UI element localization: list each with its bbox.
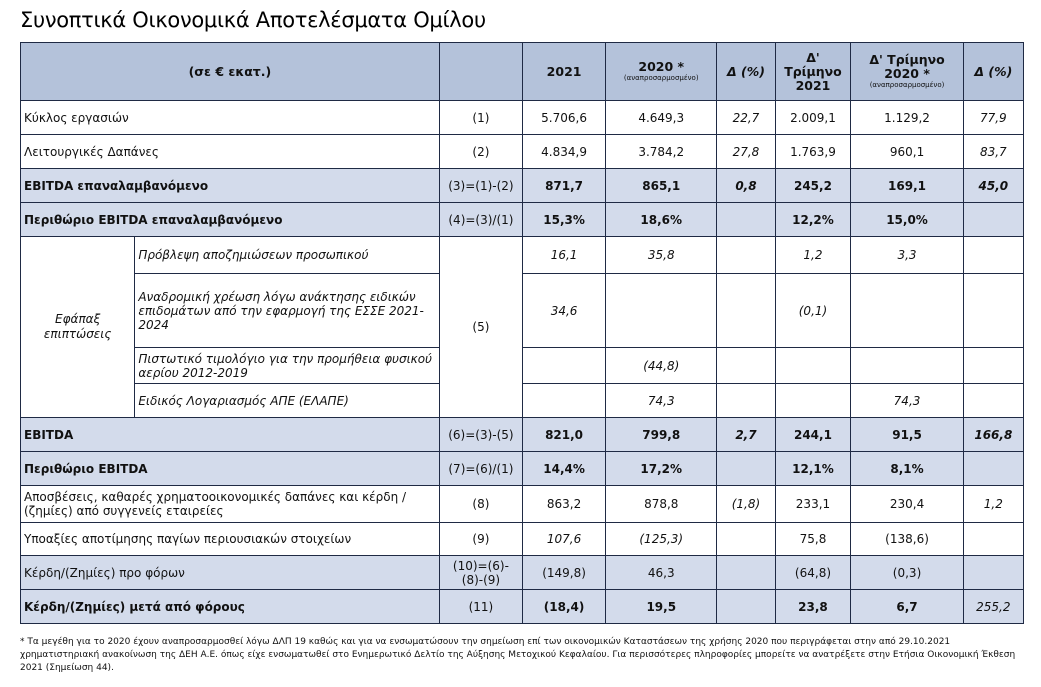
header-q4-2021: Δ' Τρίμηνο 2021 xyxy=(775,43,851,101)
value-delta xyxy=(717,590,775,624)
value-2021: 34,6 xyxy=(523,274,606,348)
value-q4-2020: 8,1% xyxy=(851,452,963,486)
row-label: Περιθώριο EBITDA επαναλαμβανόμενο xyxy=(21,203,440,237)
value-2021: 16,1 xyxy=(523,237,606,274)
row-ref: (10)=(6)-(8)-(9) xyxy=(439,556,522,590)
row-label: Πρόβλεψη αποζημιώσεων προσωπικού xyxy=(135,237,440,274)
value-q4-2021: (0,1) xyxy=(775,274,851,348)
value-q4-2020: (138,6) xyxy=(851,523,963,556)
value-2021: 4.834,9 xyxy=(523,135,606,169)
value-q-delta: 1,2 xyxy=(963,486,1023,523)
value-q-delta xyxy=(963,523,1023,556)
value-2021: 821,0 xyxy=(523,418,606,452)
value-q4-2020: 15,0% xyxy=(851,203,963,237)
value-2020: 4.649,3 xyxy=(606,101,717,135)
value-q-delta xyxy=(963,384,1023,418)
table-row xyxy=(21,203,1024,237)
header-q4-2020: Δ' Τρίμηνο 2020 * (αναπροσαρμοσμένο) xyxy=(851,43,963,101)
value-q-delta: 45,0 xyxy=(963,169,1023,203)
value-2020: 865,1 xyxy=(606,169,717,203)
header-delta: Δ (%) xyxy=(717,43,775,101)
row-ref: (9) xyxy=(439,523,522,556)
value-q4-2021: 23,8 xyxy=(775,590,851,624)
value-2021: 15,3% xyxy=(523,203,606,237)
table-row xyxy=(21,486,1024,523)
row-ref: (5) xyxy=(439,237,522,418)
value-q4-2020: 1.129,2 xyxy=(851,101,963,135)
table-row xyxy=(21,384,1024,418)
row-label: Περιθώριο EBITDA xyxy=(21,452,440,486)
one-off-group-label: Εφάπαξ επιπτώσεις xyxy=(21,237,135,418)
row-label: EBITDA xyxy=(21,418,440,452)
value-q4-2020 xyxy=(851,348,963,384)
row-label: Ειδικός Λογαριασμός ΑΠΕ (ΕΛΑΠΕ) xyxy=(135,384,440,418)
table-row xyxy=(21,135,1024,169)
value-2020: 35,8 xyxy=(606,237,717,274)
value-2020: 74,3 xyxy=(606,384,717,418)
value-q4-2021: 1,2 xyxy=(775,237,851,274)
financial-results-table xyxy=(20,42,1024,624)
value-q-delta: 77,9 xyxy=(963,101,1023,135)
value-q4-2021: 12,1% xyxy=(775,452,851,486)
value-2021: 863,2 xyxy=(523,486,606,523)
value-2020: (44,8) xyxy=(606,348,717,384)
value-q4-2020: 74,3 xyxy=(851,384,963,418)
value-2021: 871,7 xyxy=(523,169,606,203)
value-q4-2021 xyxy=(775,384,851,418)
row-ref: (11) xyxy=(439,590,522,624)
value-2021: 14,4% xyxy=(523,452,606,486)
table-row xyxy=(21,101,1024,135)
value-q4-2020: 169,1 xyxy=(851,169,963,203)
row-ref: (1) xyxy=(439,101,522,135)
value-q-delta: 83,7 xyxy=(963,135,1023,169)
value-delta xyxy=(717,556,775,590)
table-row xyxy=(21,418,1024,452)
value-q4-2020: 230,4 xyxy=(851,486,963,523)
header-ref xyxy=(439,43,522,101)
value-q4-2020 xyxy=(851,274,963,348)
value-q-delta: 255,2 xyxy=(963,590,1023,624)
header-2020: 2020 * (αναπροσαρμοσμένο) xyxy=(606,43,717,101)
table-row xyxy=(21,348,1024,384)
value-2021: 107,6 xyxy=(523,523,606,556)
value-delta: (1,8) xyxy=(717,486,775,523)
value-q4-2020: 91,5 xyxy=(851,418,963,452)
value-2020: 878,8 xyxy=(606,486,717,523)
value-delta: 22,7 xyxy=(717,101,775,135)
value-q4-2021 xyxy=(775,348,851,384)
value-q-delta xyxy=(963,452,1023,486)
value-2020: 19,5 xyxy=(606,590,717,624)
header-2021: 2021 xyxy=(523,43,606,101)
value-2021: (149,8) xyxy=(523,556,606,590)
value-2020: 3.784,2 xyxy=(606,135,717,169)
table-row xyxy=(21,556,1024,590)
row-label: Πιστωτικό τιμολόγιο για την προμήθεια φυσικού αερίου 2012-2019 xyxy=(135,348,440,384)
value-delta xyxy=(717,452,775,486)
row-ref: (2) xyxy=(439,135,522,169)
table-row xyxy=(21,452,1024,486)
table-row xyxy=(21,274,1024,348)
header-label: (σε € εκατ.) xyxy=(21,43,440,101)
value-q4-2021: 75,8 xyxy=(775,523,851,556)
value-delta xyxy=(717,274,775,348)
header-q-delta: Δ (%) xyxy=(963,43,1023,101)
value-2020: 799,8 xyxy=(606,418,717,452)
row-ref: (8) xyxy=(439,486,522,523)
value-2020: 18,6% xyxy=(606,203,717,237)
value-q4-2021: 244,1 xyxy=(775,418,851,452)
header-row xyxy=(21,43,1024,101)
value-q-delta xyxy=(963,274,1023,348)
row-label: Αναδρομική χρέωση λόγω ανάκτησης ειδικών επιδομάτων από την εφαρμογή της ΕΣΣΕ 2021-2024 xyxy=(135,274,440,348)
value-delta: 27,8 xyxy=(717,135,775,169)
value-q4-2021: 245,2 xyxy=(775,169,851,203)
value-delta xyxy=(717,523,775,556)
value-2021: (18,4) xyxy=(523,590,606,624)
value-delta xyxy=(717,237,775,274)
value-q4-2021: 233,1 xyxy=(775,486,851,523)
value-delta: 2,7 xyxy=(717,418,775,452)
value-q-delta xyxy=(963,203,1023,237)
value-2020: 17,2% xyxy=(606,452,717,486)
value-q4-2021: (64,8) xyxy=(775,556,851,590)
value-q4-2020: 960,1 xyxy=(851,135,963,169)
page-title: Συνοπτικά Οικονομικά Αποτελέσματα Ομίλου xyxy=(20,8,486,32)
value-2020 xyxy=(606,274,717,348)
value-q4-2021: 12,2% xyxy=(775,203,851,237)
row-label: Υποαξίες αποτίμησης παγίων περιουσιακών στοιχείων xyxy=(21,523,440,556)
value-2021 xyxy=(523,384,606,418)
row-ref: (6)=(3)-(5) xyxy=(439,418,522,452)
table-row xyxy=(21,169,1024,203)
row-label: Κύκλος εργασιών xyxy=(21,101,440,135)
value-2020: 46,3 xyxy=(606,556,717,590)
value-delta xyxy=(717,348,775,384)
value-q-delta xyxy=(963,556,1023,590)
row-label: EBITDA επαναλαμβανόμενο xyxy=(21,169,440,203)
footnote: * Τα μεγέθη για το 2020 έχουν αναπροσαρμοσθεί λόγω ΔΛΠ 19 καθώς και για να ενσωματώσουν την σημείωση επί των οικονομικών Καταστάσεων της χρήσης 2020 που περιγράφεται στην από 29.10.2021 χρηματιστηριακή ανακοίνωση της ΔΕΗ Α.Ε. όπως είχε ενσωματωθεί στο Ενημερωτικό Δελτίο της Αύξησης Μετοχικού Κεφαλαίου. Για περισσότερες πληροφορίες μπορείτε να ανατρέξετε στην Ετήσια Οικονομική Έκθεση 2021 (Σημείωση 44). xyxy=(20,637,1016,673)
value-delta xyxy=(717,384,775,418)
table-row xyxy=(21,590,1024,624)
table-row xyxy=(21,523,1024,556)
row-label: Κέρδη/(Ζημίες) προ φόρων xyxy=(21,556,440,590)
value-q4-2020: 3,3 xyxy=(851,237,963,274)
value-q4-2021: 1.763,9 xyxy=(775,135,851,169)
row-label: Αποσβέσεις, καθαρές χρηματοοικονομικές δαπάνες και κέρδη / (ζημίες) από συγγενείς εταιρείες xyxy=(21,486,440,523)
value-q-delta: 166,8 xyxy=(963,418,1023,452)
value-2021 xyxy=(523,348,606,384)
header-2020-note: (αναπροσαρμοσμένο) xyxy=(623,74,699,82)
row-label: Κέρδη/(Ζημίες) μετά από φόρους xyxy=(21,590,440,624)
row-label: Λειτουργικές Δαπάνες xyxy=(21,135,440,169)
row-ref: (4)=(3)/(1) xyxy=(439,203,522,237)
value-delta xyxy=(717,203,775,237)
table-row xyxy=(21,237,1024,274)
value-q4-2021: 2.009,1 xyxy=(775,101,851,135)
value-delta: 0,8 xyxy=(717,169,775,203)
row-ref: (7)=(6)/(1) xyxy=(439,452,522,486)
header-q4-2020-note: (αναπροσαρμοσμένο) xyxy=(869,81,945,89)
value-q-delta xyxy=(963,348,1023,384)
value-q-delta xyxy=(963,237,1023,274)
value-2021: 5.706,6 xyxy=(523,101,606,135)
value-2020: (125,3) xyxy=(606,523,717,556)
row-ref: (3)=(1)-(2) xyxy=(439,169,522,203)
value-q4-2020: (0,3) xyxy=(851,556,963,590)
value-q4-2020: 6,7 xyxy=(851,590,963,624)
